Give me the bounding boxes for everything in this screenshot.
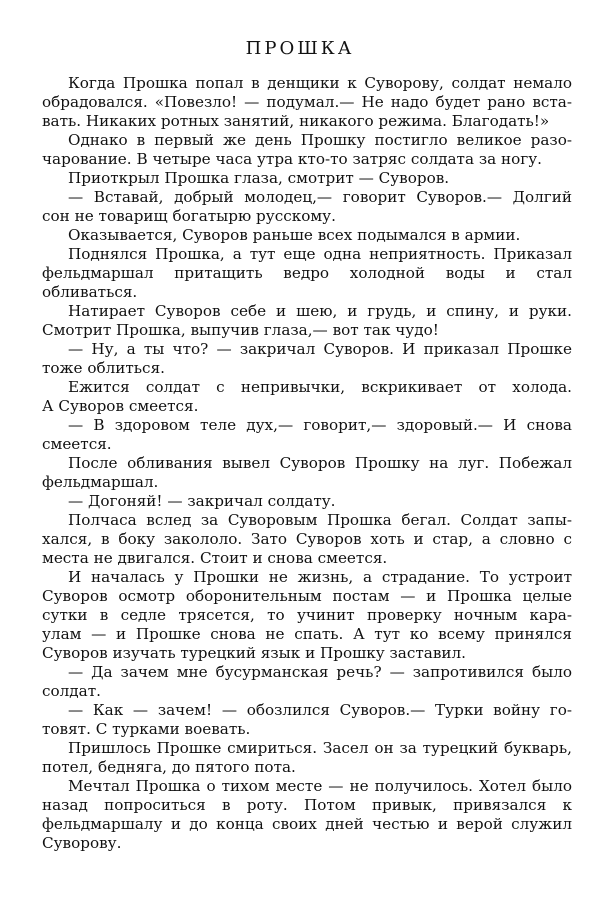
text-line: Полчаса вслед за Суворовым Прошка бегал. Солдат запы- — [68, 511, 572, 529]
text-line: Мечтал Прошка о тихом месте — не получилось. Хотел было — [68, 777, 572, 795]
text-line: — Да зачем мне бусурманская речь? — запротивился было — [68, 663, 572, 681]
text-line: Когда Прошка попал в денщики к Суворову, солдат немало — [68, 74, 572, 92]
text-line: сон не товарищ богатырю русскому. — [42, 207, 336, 225]
text-line: Ежится солдат с непривычки, вскрикивает от холода. — [68, 378, 572, 396]
text-line: Оказывается, Суворов раньше всех подымался в армии. — [68, 226, 521, 244]
text-line: Поднялся Прошка, а тут еще одна неприятность. Приказал — [68, 245, 572, 263]
text-line: фельдмаршал притащить ведро холодной воды и стал — [42, 264, 572, 282]
text-line: обливаться. — [42, 283, 138, 301]
text-line: Однако в первый же день Прошку постигло великое разо- — [68, 131, 572, 149]
text-line: Смотрит Прошка, выпучив глаза,— вот так чудо! — [42, 321, 439, 339]
text-line: фельдмаршал. — [42, 473, 159, 491]
text-line: Суворов осмотр оборонительным постам — и Прошка целые — [42, 587, 572, 605]
text-line: солдат. — [42, 682, 101, 700]
text-line: сутки в седле трясется, то учинит проверку ночным кара- — [42, 606, 572, 624]
text-line: После обливания вывел Суворов Прошку на луг. Побежал — [68, 454, 572, 472]
text-line: чарование. В четыре часа утра кто-то затряс солдата за ногу. — [42, 150, 542, 168]
text-line: товят. С турками воевать. — [42, 720, 251, 738]
text-line: потел, бедняга, до пятого пота. — [42, 758, 296, 776]
text-line: Натирает Суворов себе и шею, и грудь, и спину, и руки. — [68, 302, 572, 320]
text-line: улам — и Прошке снова не спать. А тут ко всему принялся — [42, 625, 572, 643]
text-line: смеется. — [42, 435, 112, 453]
text-line: — Ну, а ты что? — закричал Суворов. И приказал Прошке — [68, 340, 572, 358]
text-line: Суворову. — [42, 834, 122, 852]
text-line: — Как — зачем! — обозлился Суворов.— Турки войну го- — [68, 701, 572, 719]
text-line: места не двигался. Стоит и снова смеется. — [42, 549, 388, 567]
text-line: хался, в боку закололо. Зато Суворов хоть и стар, а словно с — [42, 530, 572, 548]
text-line: Приоткрыл Прошка глаза, смотрит — Суворов. — [68, 169, 450, 187]
text-line: Суворов изучать турецкий язык и Прошку заставил. — [42, 644, 466, 662]
text-line: назад попроситься в роту. Потом привык, привязался к — [42, 796, 572, 814]
text-line: И началась у Прошки не жизнь, а страдание. То устроит — [68, 568, 572, 586]
text-line: обрадовался. «Повезло! — подумал.— Не надо будет рано вста- — [42, 93, 572, 111]
text-line: — Догоняй! — закричал солдату. — [68, 492, 336, 510]
text-line: тоже облиться. — [42, 359, 165, 377]
text-line: — Вставай, добрый молодец,— говорит Суворов.— Долгий — [68, 188, 572, 206]
text-line: — В здоровом теле дух,— говорит,— здоровый.— И снова — [68, 416, 572, 434]
text-line: А Суворов смеется. — [42, 397, 199, 415]
text-line: вать. Никаких ротных занятий, никакого режима. Благодать!» — [42, 112, 550, 130]
text-line: Пришлось Прошке смириться. Засел он за турецкий букварь, — [68, 739, 572, 757]
page-title: ПРОШКА — [245, 38, 355, 59]
text-line: фельдмаршалу и до конца своих дней честью и верой служил — [42, 815, 572, 833]
